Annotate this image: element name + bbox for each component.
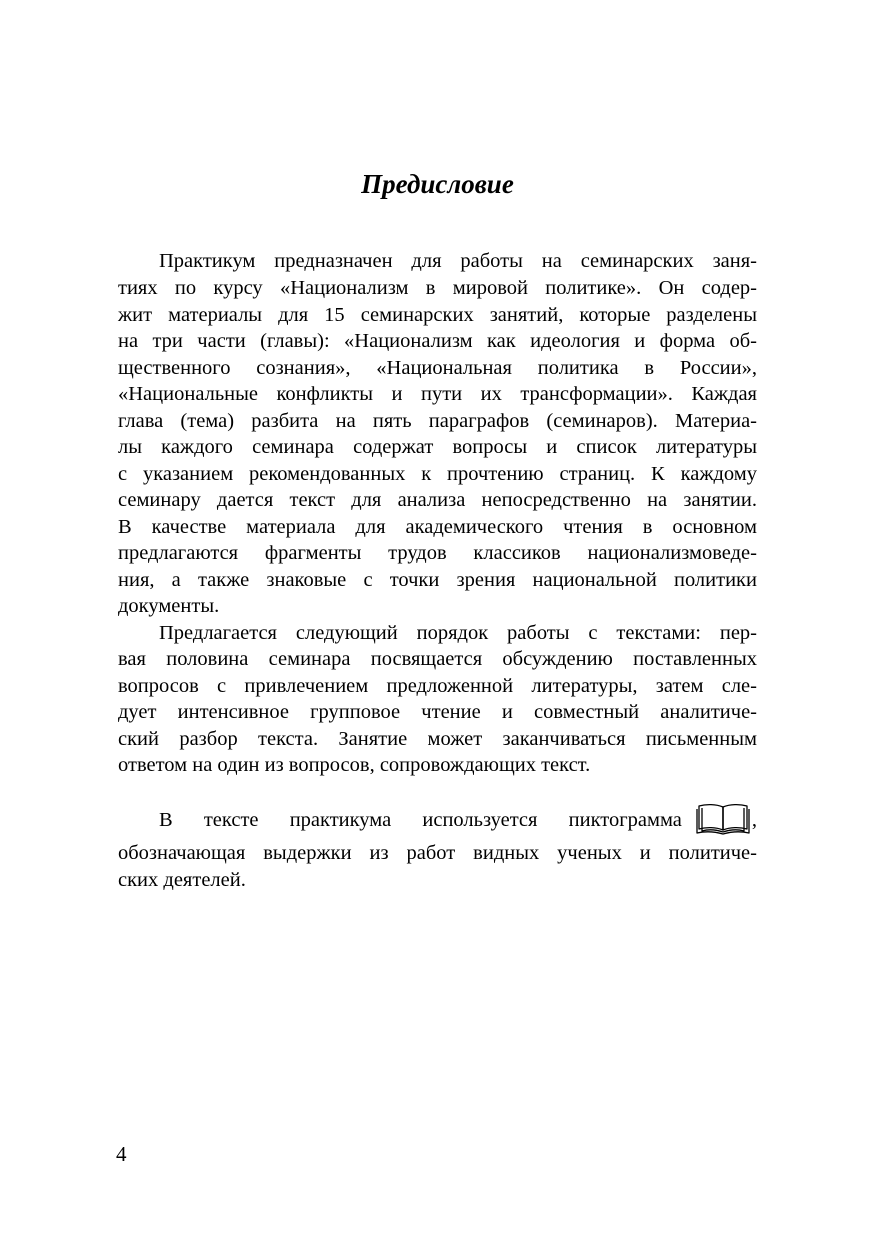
text-line: семинару дается текст для анализа непосредственно на занятии. <box>118 489 757 511</box>
text-line: «Национальные конфликты и пути их трансформации». Каждая <box>118 383 757 405</box>
book-icon <box>696 802 750 836</box>
text-line: тиях по курсу «Национализм в мировой политике». Он содер- <box>118 277 757 299</box>
text-line: документы. <box>118 595 220 617</box>
pictogram-line <box>159 802 757 836</box>
text-line: глава (тема) разбита на пять параграфов (семинаров). Материа- <box>118 409 757 432</box>
text-line: ский разбор текста. Занятие может заканчиваться письменным <box>118 727 757 750</box>
text-line: ния, а также знаковые с точки зрения национальной политики <box>118 568 757 591</box>
text-line: с указанием рекомендованных к прочтению страниц. К каждому <box>118 462 757 485</box>
text-line: лы каждого семинара содержат вопросы и список литературы <box>118 436 757 458</box>
text-line: В качестве материала для академического чтения в основном <box>118 515 757 538</box>
pictogram-lead-text: В тексте практикума используется пиктограмма <box>159 809 682 831</box>
text-line: на три части (главы): «Национализм как идеология и форма об- <box>118 330 757 352</box>
text-line: Предлагается следующий порядок работы с текстами: пер- <box>159 621 757 644</box>
text-line: вая половина семинара посвящается обсуждению поставленных <box>118 648 757 670</box>
page-title: Предисловие <box>361 169 514 199</box>
text-line: предлагаются фрагменты трудов классиков национализмоведе- <box>118 542 757 564</box>
text-line: обозначающая выдержки из работ видных ученых и политиче- <box>118 842 757 864</box>
text-line: Практикум предназначен для работы на семинарских заня- <box>159 250 757 272</box>
text-line: ответом на один из вопросов, сопровождающих текст. <box>118 754 591 776</box>
text-line: жит материалы для 15 семинарских занятий, которые разделены <box>118 303 757 326</box>
text-line: дует интенсивное групповое чтение и совместный аналитиче- <box>118 701 757 723</box>
pictogram-trailing: , <box>751 809 757 831</box>
page-number: 4 <box>116 1142 127 1166</box>
text-line: вопросов с привлечением предложенной литературы, затем сле- <box>118 674 757 697</box>
text-line: ских деятелей. <box>118 868 246 891</box>
text-line: щественного сознания», «Национальная политика в России», <box>118 356 757 379</box>
